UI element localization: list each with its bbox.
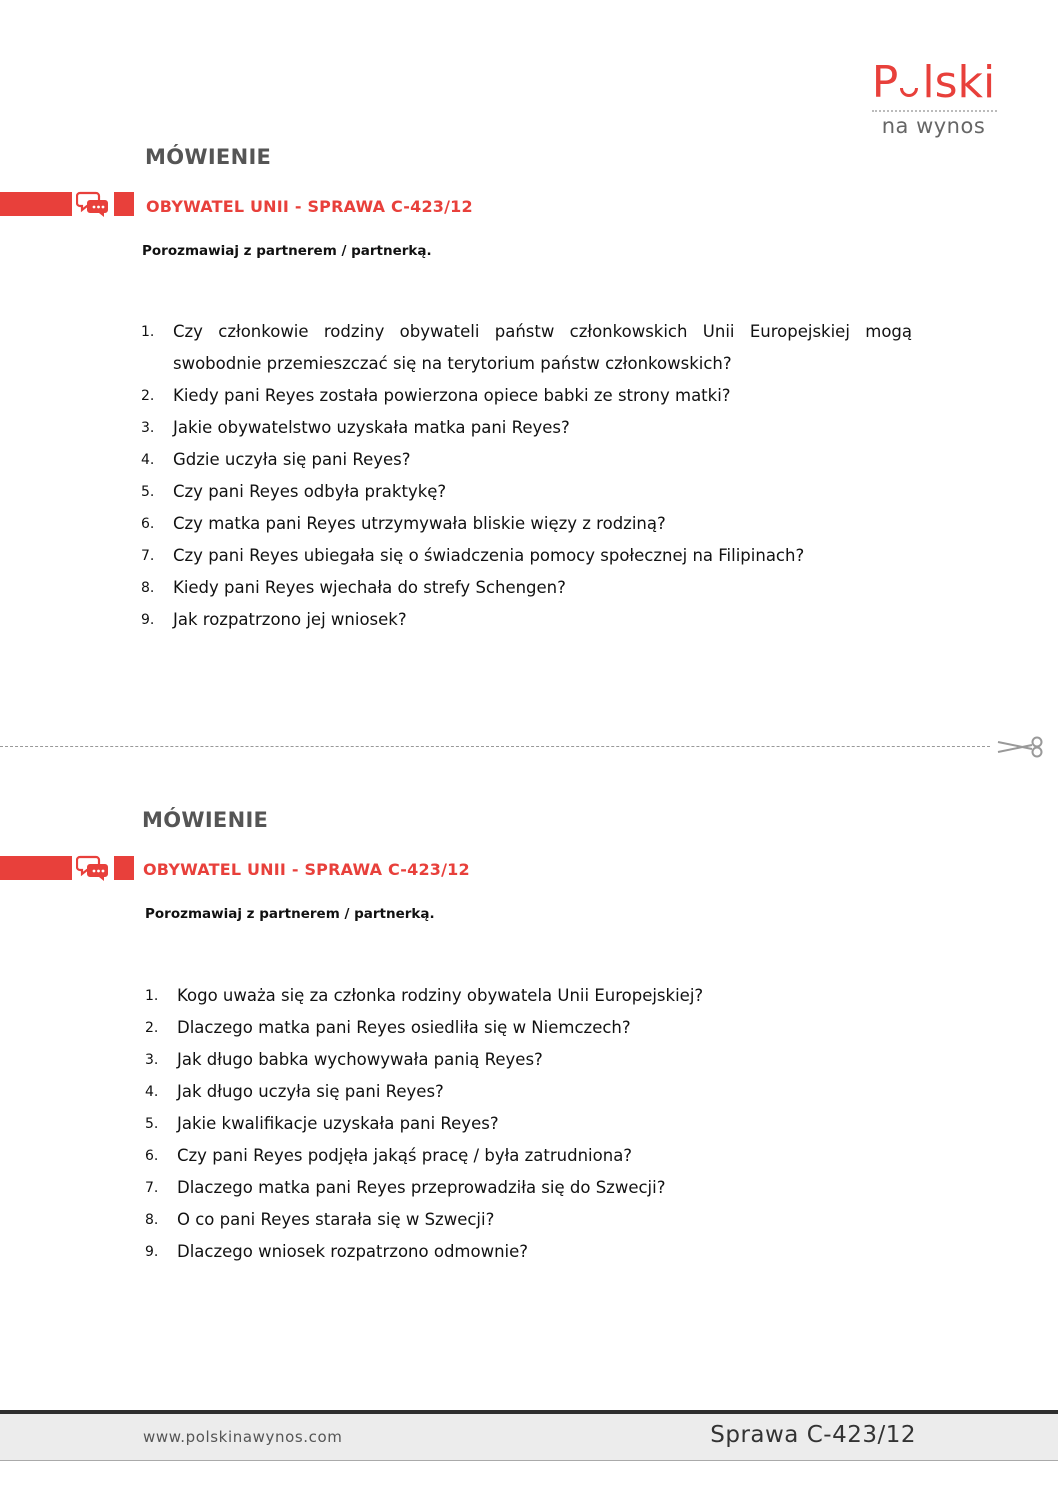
section-heading: MÓWIENIE bbox=[142, 808, 269, 832]
question-text: Dlaczego wniosek rozpatrzono odmownie? bbox=[177, 1242, 529, 1261]
list-item bbox=[145, 1172, 916, 1204]
chat-bubbles-icon bbox=[76, 190, 110, 218]
list-item bbox=[141, 444, 912, 476]
list-item bbox=[141, 604, 912, 636]
list-item bbox=[145, 1076, 916, 1108]
question-number: 1. bbox=[145, 988, 159, 1004]
question-text: O co pani Reyes starała się w Szwecji? bbox=[177, 1210, 495, 1229]
cut-line bbox=[0, 746, 990, 747]
logo-wordmark bbox=[866, 58, 1001, 108]
question-text: Jak rozpatrzono jej wniosek? bbox=[173, 610, 407, 629]
logo bbox=[866, 58, 1001, 140]
logo-letter-p: P bbox=[871, 57, 899, 108]
question-text: Kiedy pani Reyes została powierzona opiece babki ze strony matki? bbox=[173, 386, 731, 405]
accent-bar-small bbox=[114, 192, 134, 216]
list-item bbox=[141, 380, 912, 412]
question-text: Dlaczego matka pani Reyes osiedliła się w Niemczech? bbox=[177, 1018, 631, 1037]
list-item bbox=[141, 572, 912, 604]
question-number: 2. bbox=[145, 1020, 159, 1036]
question-text: Jakie kwalifikacje uzyskała pani Reyes? bbox=[177, 1114, 499, 1133]
question-list bbox=[145, 980, 916, 1268]
logo-smile-icon bbox=[898, 69, 922, 99]
list-item bbox=[141, 316, 912, 380]
scissors-icon bbox=[996, 735, 1046, 759]
list-item bbox=[145, 980, 916, 1012]
list-item bbox=[145, 1236, 916, 1268]
footer-website-link[interactable]: www.polskinawynos.com bbox=[143, 1428, 343, 1446]
list-item bbox=[141, 412, 912, 444]
question-number: 8. bbox=[141, 580, 155, 596]
question-number: 2. bbox=[141, 388, 155, 404]
question-text: Gdzie uczyła się pani Reyes? bbox=[173, 450, 411, 469]
accent-bar-small bbox=[114, 856, 134, 880]
footer-case-title: Sprawa C-423/12 bbox=[710, 1422, 916, 1448]
question-number: 3. bbox=[145, 1052, 159, 1068]
question-number: 1. bbox=[141, 324, 155, 340]
question-text: Czy matka pani Reyes utrzymywała bliskie więzy z rodziną? bbox=[173, 514, 666, 533]
question-text: Jakie obywatelstwo uzyskała matka pani Reyes? bbox=[173, 418, 570, 437]
list-item bbox=[141, 540, 912, 572]
question-text: Dlaczego matka pani Reyes przeprowadziła się do Szwecji? bbox=[177, 1178, 666, 1197]
logo-letters: lski bbox=[922, 57, 996, 108]
question-number: 9. bbox=[145, 1244, 159, 1260]
list-item bbox=[145, 1108, 916, 1140]
list-item bbox=[141, 508, 912, 540]
question-number: 8. bbox=[145, 1212, 159, 1228]
question-number: 4. bbox=[141, 452, 155, 468]
question-text: Kiedy pani Reyes wjechała do strefy Schengen? bbox=[173, 578, 566, 597]
question-text: Czy pani Reyes odbyła praktykę? bbox=[173, 482, 447, 501]
chat-bubbles-icon bbox=[76, 854, 110, 882]
question-number: 3. bbox=[141, 420, 155, 436]
question-number: 6. bbox=[141, 516, 155, 532]
accent-bar bbox=[0, 856, 72, 880]
question-text: Czy pani Reyes ubiegała się o świadczenia pomocy społecznej na Filipinach? bbox=[173, 546, 805, 565]
question-number: 7. bbox=[141, 548, 155, 564]
question-text: Czy członkowie rodziny obywateli państw członkowskich Unii Europejskiej mogą swobodnie przemieszczać się na terytorium państw członkowskich? bbox=[173, 322, 912, 373]
list-item bbox=[145, 1140, 916, 1172]
list-item bbox=[141, 476, 912, 508]
question-text: Kogo uważa się za członka rodziny obywatela Unii Europejskiej? bbox=[177, 986, 704, 1005]
question-text: Jak długo babka wychowywała panią Reyes? bbox=[177, 1050, 543, 1069]
list-item bbox=[145, 1044, 916, 1076]
logo-tagline: na wynos bbox=[881, 114, 986, 138]
question-number: 6. bbox=[145, 1148, 159, 1164]
question-number: 7. bbox=[145, 1180, 159, 1196]
footer-bottom-rule bbox=[0, 1460, 1058, 1461]
accent-bar bbox=[0, 192, 72, 216]
question-number: 5. bbox=[145, 1116, 159, 1132]
section-instruction: Porozmawiaj z partnerem / partnerką. bbox=[145, 906, 435, 922]
list-item bbox=[145, 1204, 916, 1236]
section-heading: MÓWIENIE bbox=[145, 145, 272, 169]
section-subtitle: OBYWATEL UNII - SPRAWA C-423/12 bbox=[143, 860, 470, 879]
question-text: Jak długo uczyła się pani Reyes? bbox=[177, 1082, 444, 1101]
question-number: 4. bbox=[145, 1084, 159, 1100]
list-item bbox=[145, 1012, 916, 1044]
question-number: 5. bbox=[141, 484, 155, 500]
question-list bbox=[141, 316, 912, 636]
section-instruction: Porozmawiaj z partnerem / partnerką. bbox=[142, 243, 432, 259]
question-number: 9. bbox=[141, 612, 155, 628]
section-subtitle: OBYWATEL UNII - SPRAWA C-423/12 bbox=[146, 197, 473, 216]
question-text: Czy pani Reyes podjęła jakąś pracę / była zatrudniona? bbox=[177, 1146, 633, 1165]
